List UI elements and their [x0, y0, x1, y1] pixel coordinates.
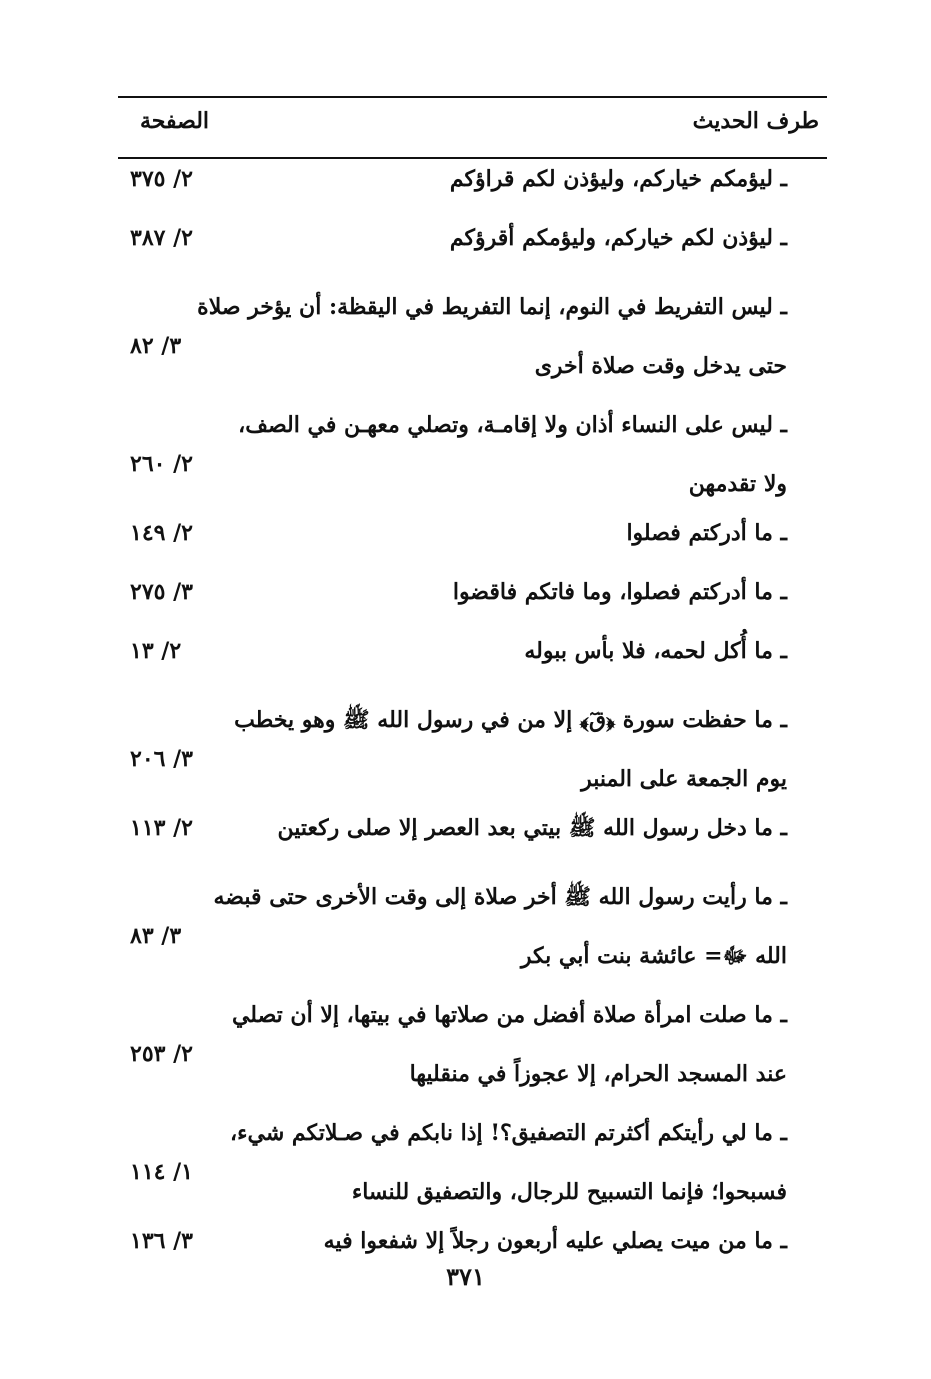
entry-text: ـ ليس على النساء أذان ولا إقامـة، وتصلي معهـن في الصف،	[238, 412, 787, 438]
entry-page-ref: ٣/ ٢٧٥	[130, 579, 193, 605]
entry-page-ref: ٢/ ١١٣	[130, 815, 193, 841]
index-entry	[118, 221, 827, 280]
entry-text: ـ ليؤذن لكم خياركم، وليؤمكم أقرؤكم	[449, 225, 787, 251]
index-entry	[118, 811, 827, 870]
column-header-page: الصفحة	[140, 108, 210, 134]
entry-text: ـ ما أدركتم فصلوا	[626, 520, 787, 546]
entry-text: ـ ما رأيت رسول الله ﷺ أخر صلاة إلى وقت الأخرى حتى قبضه	[213, 884, 787, 910]
index-entry	[118, 162, 827, 221]
page-number: ٣٧١	[446, 1262, 485, 1291]
entry-text-continued: يوم الجمعة على المنبر	[581, 766, 787, 792]
entry-page-ref: ٢/ ٣٨٧	[130, 225, 193, 251]
entry-text: ـ ما أُكل لحمه، فلا بأس ببوله	[524, 638, 787, 664]
index-entry	[118, 398, 827, 516]
index-entry	[118, 280, 827, 398]
entry-page-ref: ٢/ ٢٥٣	[130, 1041, 193, 1067]
index-entry	[118, 988, 827, 1106]
entry-text-continued: ولا تقدمهن	[688, 471, 787, 497]
index-entry	[118, 516, 827, 575]
entry-text-continued: حتى يدخل وقت صلاة أخرى	[534, 353, 787, 379]
index-entry	[118, 870, 827, 988]
column-header-hadith: طرف الحديث	[692, 108, 819, 134]
entry-text: ـ ما حفظت سورة ﴿قٓ﴾ إلا من في رسول الله ﷺ وهو يخطب	[234, 707, 787, 733]
entry-text: ـ ليس التفريط في النوم، إنما التفريط في اليقظة: أن يؤخر صلاة	[197, 294, 787, 320]
entry-text-continued: الله ﷻ= عائشة بنت أبي بكر	[520, 943, 787, 969]
entry-text: ـ ما من ميت يصلي عليه أربعون رجلاً إلا شفعوا فيه	[323, 1228, 787, 1254]
index-entry	[118, 575, 827, 634]
entry-page-ref: ١/ ١١٤	[130, 1159, 193, 1185]
entry-page-ref: ٢/ ٢٦٠	[130, 451, 193, 477]
index-entry	[118, 634, 827, 693]
entry-text: ـ ما دخل رسول الله ﷺ بيتي بعد العصر إلا صلى ركعتين	[277, 815, 787, 841]
entry-page-ref: ٢/ ١٣	[130, 638, 182, 664]
entry-page-ref: ٣/ ٢٠٦	[130, 746, 193, 772]
header-rule	[118, 157, 827, 159]
entry-text: ـ ما صلت امرأة صلاة أفضل من صلاتها في بيتها، إلا أن تصلي	[231, 1002, 787, 1028]
hadith-index-list	[118, 162, 827, 1283]
entry-text-continued: فسبحوا؛ فإنما التسبيح للرجال، والتصفيق للنساء	[351, 1179, 787, 1205]
entry-page-ref: ٣/ ٨٢	[130, 333, 182, 359]
entry-text: ـ ليؤمكم خياركم، وليؤذن لكم قراؤكم	[449, 166, 787, 192]
index-entry	[118, 1106, 827, 1224]
entry-page-ref: ٢/ ٣٧٥	[130, 166, 193, 192]
entry-text: ـ ما أدركتم فصلوا، وما فاتكم فاقضوا	[452, 579, 787, 605]
index-entry	[118, 693, 827, 811]
entry-text: ـ ما لي رأيتكم أكثرتم التصفيق؟! إذا نابكم في صـلاتكم شيء،	[230, 1120, 787, 1146]
top-rule	[118, 96, 827, 98]
entry-text-continued: عند المسجد الحرام، إلا عجوزاً في منقليها	[409, 1061, 787, 1087]
entry-page-ref: ٣/ ١٣٦	[130, 1228, 193, 1254]
entry-page-ref: ٢/ ١٤٩	[130, 520, 193, 546]
entry-page-ref: ٣/ ٨٣	[130, 923, 182, 949]
